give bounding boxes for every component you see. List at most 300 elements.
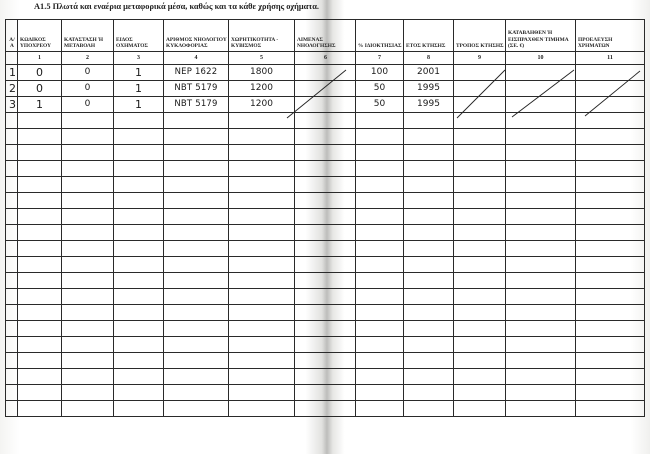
header-tropos: ΤΡΟΠΟΣ ΚΤΗΣΗΣ [454,20,506,52]
cell-aa: 3 [6,97,18,113]
empty-cell [18,161,62,177]
header-xoritikotita: ΧΩΡΗΤΙΚΟΤΗΤΑ - ΚΥΒΙΣΜΟΣ [229,20,295,52]
empty-cell [295,385,356,401]
empty-cell [356,193,404,209]
empty-cell [6,273,18,289]
empty-cell [62,145,114,161]
empty-cell [18,401,62,417]
column-number: 3 [114,52,164,65]
empty-cell [356,161,404,177]
empty-cell [229,305,295,321]
empty-cell [6,161,18,177]
empty-cell [164,353,229,369]
empty-cell [62,289,114,305]
column-number: 1 [18,52,62,65]
empty-cell [6,385,18,401]
empty-cell [454,289,506,305]
empty-cell [62,241,114,257]
empty-cell [454,113,506,129]
table-row-empty [6,129,645,145]
cell-timima-crossed [506,81,576,97]
empty-cell [454,257,506,273]
empty-cell [114,161,164,177]
cell-proeleusi-crossed [576,65,645,81]
table-row-empty [6,321,645,337]
empty-cell [576,401,645,417]
empty-cell [18,369,62,385]
empty-cell [576,385,645,401]
empty-cell [454,145,506,161]
empty-cell [6,241,18,257]
empty-cell [6,113,18,129]
empty-cell [404,161,454,177]
empty-cell [295,177,356,193]
column-number: 6 [295,52,356,65]
table-row-empty [6,337,645,353]
empty-cell [356,401,404,417]
table-row [6,65,645,81]
empty-cell [18,193,62,209]
empty-cell [114,305,164,321]
empty-cell [6,353,18,369]
empty-cell [62,305,114,321]
header-etos: ΕΤΟΣ ΚΤΗΣΗΣ [404,20,454,52]
empty-cell [62,401,114,417]
empty-cell [6,193,18,209]
empty-cell [356,209,404,225]
header-limenas: ΛΙΜΕΝΑΣ ΝΗΟΛΟΓΗΣΗΣ [295,20,356,52]
empty-cell [62,353,114,369]
table-row-empty [6,257,645,273]
empty-cell [229,113,295,129]
empty-cell [295,305,356,321]
empty-cell [114,289,164,305]
empty-cell [229,161,295,177]
empty-cell [229,337,295,353]
assets-table [5,19,645,417]
empty-cell [164,161,229,177]
header-timima: ΚΑΤΑΒΛΗΘΕΝ Ή ΕΙΣΠΡΑΧΘΕΝ ΤΙΜΗΜΑ (ΣΕ. €) [506,20,576,52]
empty-cell [576,113,645,129]
column-number: 10 [506,52,576,65]
empty-cell [506,369,576,385]
empty-cell [295,337,356,353]
table-row-empty [6,289,645,305]
column-number-row [6,52,645,65]
header-aa: Α/Α [6,20,18,52]
empty-cell [18,321,62,337]
table-row-empty [6,385,645,401]
empty-cell [506,321,576,337]
empty-cell [6,369,18,385]
column-number: 8 [404,52,454,65]
empty-cell [62,385,114,401]
empty-cell [6,337,18,353]
empty-cell [295,193,356,209]
empty-cell [164,209,229,225]
empty-cell [164,177,229,193]
empty-cell [506,401,576,417]
empty-cell [229,321,295,337]
empty-cell [164,401,229,417]
empty-cell [506,257,576,273]
empty-cell [404,241,454,257]
table-body [6,65,645,417]
empty-cell [6,209,18,225]
header-katastasi: ΚΑΤΑΣΤΑΣΗ Ή ΜΕΤΑΒΟΛΗ [62,20,114,52]
empty-cell [295,289,356,305]
header-kodikos: ΚΩΔΙΚΟΣ ΥΠΟΧΡΕΟΥ [18,20,62,52]
empty-cell [404,385,454,401]
empty-cell [404,177,454,193]
table-row-empty [6,369,645,385]
cell-proeleusi-crossed [576,81,645,97]
cell-aa: 1 [6,65,18,81]
empty-cell [295,353,356,369]
empty-cell [6,129,18,145]
empty-cell [62,113,114,129]
empty-cell [18,273,62,289]
empty-cell [576,241,645,257]
empty-cell [506,145,576,161]
cell-etos: 2001 [404,65,454,81]
cell-etos: 1995 [404,81,454,97]
empty-cell [114,113,164,129]
empty-cell [404,321,454,337]
empty-cell [164,321,229,337]
empty-cell [356,113,404,129]
empty-cell [114,129,164,145]
cell-etos: 1995 [404,97,454,113]
empty-cell [356,257,404,273]
empty-cell [164,193,229,209]
empty-cell [164,369,229,385]
empty-cell [6,177,18,193]
empty-cell [114,193,164,209]
empty-cell [114,337,164,353]
empty-cell [114,145,164,161]
empty-cell [229,273,295,289]
empty-cell [454,161,506,177]
column-number: 11 [576,52,645,65]
empty-cell [229,401,295,417]
empty-cell [229,369,295,385]
cell-arithmos: NBT 5179 [164,97,229,113]
empty-cell [6,401,18,417]
empty-cell [6,321,18,337]
cell-limenas-crossed [295,65,356,81]
empty-cell [164,145,229,161]
empty-cell [164,129,229,145]
empty-cell [295,401,356,417]
empty-cell [454,177,506,193]
empty-cell [295,129,356,145]
table-row-empty [6,113,645,129]
empty-cell [454,241,506,257]
cell-tropos-crossed [454,97,506,113]
empty-cell [576,289,645,305]
empty-cell [18,241,62,257]
empty-cell [356,385,404,401]
table-row-empty [6,209,645,225]
table-row-empty [6,273,645,289]
empty-cell [356,145,404,161]
column-number [6,52,18,65]
empty-cell [18,385,62,401]
empty-cell [62,369,114,385]
empty-cell [454,129,506,145]
cell-timima-crossed [506,97,576,113]
empty-cell [164,337,229,353]
form-title: Α1.5 Πλωτά και εναέρια μεταφορικά μέσα, καθώς και τα κάθε χρήσης οχήματα. [34,2,319,11]
table-row-empty [6,145,645,161]
empty-cell [6,289,18,305]
empty-cell [356,241,404,257]
empty-cell [295,273,356,289]
empty-cell [506,177,576,193]
empty-cell [229,353,295,369]
cell-xoritikotita: 1200 [229,81,295,97]
column-number: 9 [454,52,506,65]
empty-cell [506,161,576,177]
empty-cell [506,129,576,145]
cell-kodikos: 1 [18,97,62,113]
cell-proeleusi-crossed [576,97,645,113]
empty-cell [229,241,295,257]
empty-cell [18,353,62,369]
empty-cell [576,305,645,321]
header-pososto: % ΙΔΙΟΚΤΗΣΙΑΣ [356,20,404,52]
empty-cell [404,145,454,161]
empty-cell [404,289,454,305]
empty-cell [295,145,356,161]
empty-cell [164,241,229,257]
cell-arithmos: NBT 5179 [164,81,229,97]
empty-cell [404,225,454,241]
empty-cell [114,241,164,257]
empty-cell [295,161,356,177]
table-row [6,81,645,97]
empty-cell [114,273,164,289]
empty-cell [62,129,114,145]
empty-cell [506,289,576,305]
column-number: 5 [229,52,295,65]
cell-kodikos: 0 [18,65,62,81]
empty-cell [164,113,229,129]
empty-cell [114,353,164,369]
cell-xoritikotita: 1200 [229,97,295,113]
empty-cell [576,257,645,273]
empty-cell [295,225,356,241]
column-number: 4 [164,52,229,65]
empty-cell [356,177,404,193]
table-row-empty [6,177,645,193]
empty-cell [576,161,645,177]
empty-cell [576,225,645,241]
empty-cell [295,369,356,385]
cell-kodikos: 0 [18,81,62,97]
empty-cell [114,257,164,273]
cell-katastasi: 0 [62,97,114,113]
empty-cell [356,129,404,145]
empty-cell [356,369,404,385]
empty-cell [62,257,114,273]
empty-cell [114,385,164,401]
empty-cell [114,225,164,241]
empty-cell [18,225,62,241]
cell-limenas-crossed [295,81,356,97]
empty-cell [18,289,62,305]
empty-cell [229,289,295,305]
table-row-empty [6,161,645,177]
empty-cell [18,177,62,193]
header-row [6,20,645,52]
empty-cell [18,257,62,273]
empty-cell [404,401,454,417]
empty-cell [114,177,164,193]
empty-cell [229,145,295,161]
empty-cell [18,145,62,161]
table-row-empty [6,193,645,209]
empty-cell [506,193,576,209]
empty-cell [576,369,645,385]
empty-cell [62,193,114,209]
cell-xoritikotita: 1800 [229,65,295,81]
empty-cell [454,369,506,385]
empty-cell [506,273,576,289]
empty-cell [356,305,404,321]
cell-aa: 2 [6,81,18,97]
empty-cell [62,225,114,241]
empty-cell [62,177,114,193]
empty-cell [356,321,404,337]
empty-cell [576,321,645,337]
table-row-empty [6,353,645,369]
empty-cell [18,305,62,321]
empty-cell [62,161,114,177]
empty-cell [229,225,295,241]
cell-limenas-crossed [295,97,356,113]
empty-cell [229,177,295,193]
empty-cell [62,337,114,353]
empty-cell [295,257,356,273]
empty-cell [404,257,454,273]
empty-cell [356,289,404,305]
empty-cell [229,257,295,273]
empty-cell [454,401,506,417]
empty-cell [229,385,295,401]
empty-cell [576,193,645,209]
header-eidos: ΕΙΔΟΣ ΟΧΗΜΑΤΟΣ [114,20,164,52]
empty-cell [506,385,576,401]
empty-cell [18,337,62,353]
empty-cell [114,401,164,417]
empty-cell [114,209,164,225]
cell-eidos: 1 [114,65,164,81]
empty-cell [454,305,506,321]
empty-cell [404,113,454,129]
empty-cell [576,337,645,353]
empty-cell [164,385,229,401]
column-number: 7 [356,52,404,65]
column-number: 2 [62,52,114,65]
empty-cell [404,209,454,225]
cell-tropos-crossed [454,81,506,97]
empty-cell [164,305,229,321]
empty-cell [229,129,295,145]
empty-cell [295,209,356,225]
empty-cell [229,193,295,209]
table-row-empty [6,241,645,257]
empty-cell [506,241,576,257]
empty-cell [454,193,506,209]
empty-cell [229,209,295,225]
cell-timima-crossed [506,65,576,81]
cell-arithmos: NEP 1622 [164,65,229,81]
cell-katastasi: 0 [62,65,114,81]
empty-cell [62,321,114,337]
empty-cell [506,209,576,225]
empty-cell [114,321,164,337]
empty-cell [454,337,506,353]
empty-cell [576,273,645,289]
empty-cell [454,321,506,337]
empty-cell [576,129,645,145]
empty-cell [454,225,506,241]
empty-cell [18,113,62,129]
empty-cell [576,209,645,225]
empty-cell [6,305,18,321]
empty-cell [114,369,164,385]
cell-pososto: 50 [356,97,404,113]
table-row-empty [6,305,645,321]
empty-cell [454,385,506,401]
empty-cell [356,353,404,369]
empty-cell [295,241,356,257]
empty-cell [62,209,114,225]
empty-cell [356,273,404,289]
empty-cell [164,257,229,273]
empty-cell [404,337,454,353]
cell-eidos: 1 [114,81,164,97]
table-row-empty [6,401,645,417]
empty-cell [404,369,454,385]
empty-cell [404,305,454,321]
table-row-empty [6,225,645,241]
empty-cell [18,209,62,225]
empty-cell [164,225,229,241]
empty-cell [404,129,454,145]
empty-cell [576,145,645,161]
cell-pososto: 100 [356,65,404,81]
empty-cell [6,257,18,273]
empty-cell [295,113,356,129]
cell-katastasi: 0 [62,81,114,97]
empty-cell [506,305,576,321]
empty-cell [295,321,356,337]
empty-cell [404,273,454,289]
empty-cell [356,337,404,353]
cell-eidos: 1 [114,97,164,113]
header-arithmos: ΑΡΙΘΜΟΣ ΝΗΟΛΟΓΙΟΥ ΚΥΚΛΟΦΟΡΙΑΣ [164,20,229,52]
empty-cell [454,273,506,289]
empty-cell [454,209,506,225]
empty-cell [404,353,454,369]
empty-cell [506,225,576,241]
empty-cell [576,177,645,193]
empty-cell [454,353,506,369]
empty-cell [506,113,576,129]
